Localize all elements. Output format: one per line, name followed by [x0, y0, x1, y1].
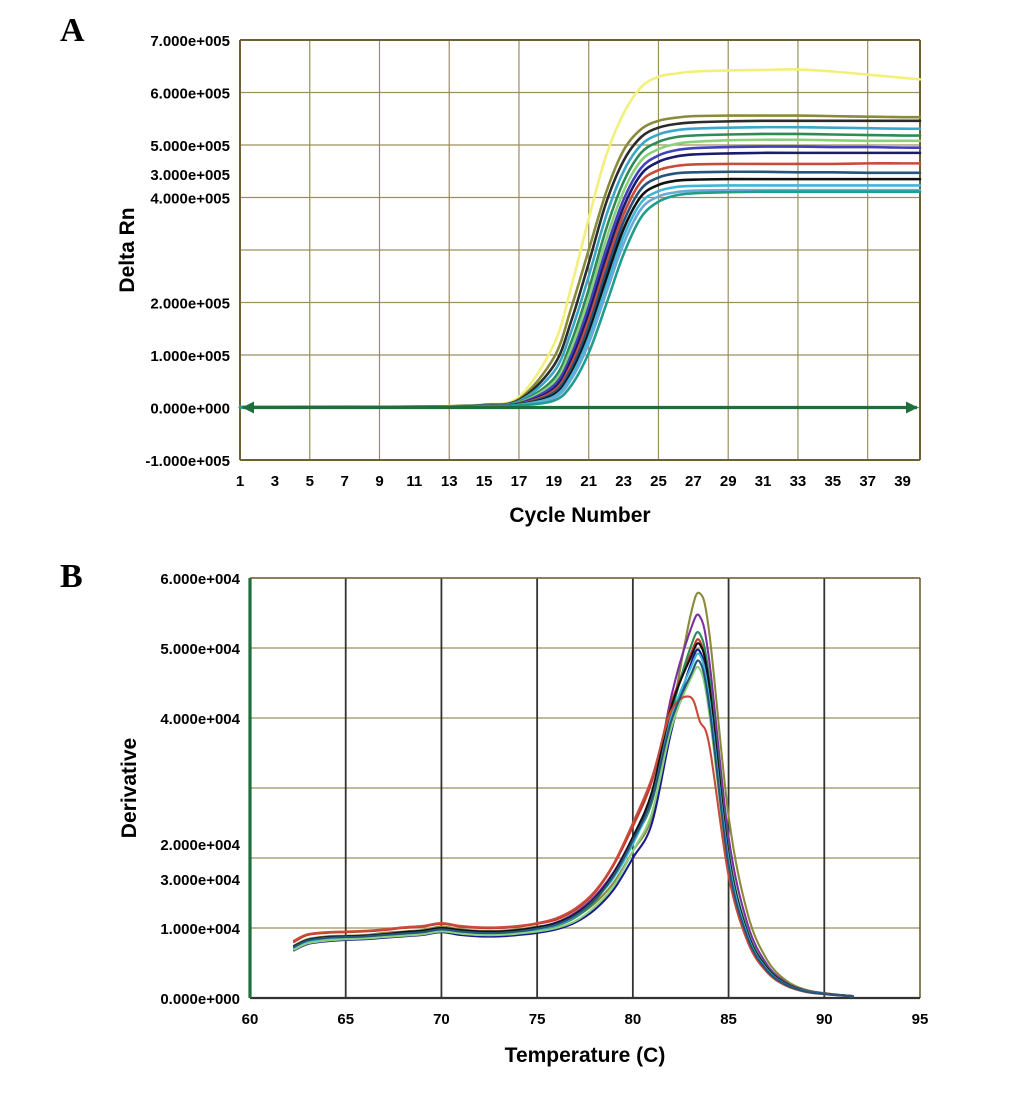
x-tick-label: 21: [580, 473, 598, 490]
melt-curve-svg: [90, 558, 950, 1088]
x-axis-title: Temperature (C): [504, 1044, 666, 1067]
y-tick-label: 6.000e+005: [150, 85, 230, 103]
chart-melt-curve: [90, 558, 950, 1088]
x-tick-label: 3: [270, 473, 280, 490]
x-tick-label: 70: [433, 1011, 450, 1028]
x-tick-label: 23: [615, 473, 632, 490]
y-tick-label: 6.000e+004: [160, 571, 240, 588]
y-axis-title: Delta Rn: [116, 207, 139, 293]
x-tick-label: 17: [510, 473, 528, 490]
x-tick-label: 29: [719, 473, 737, 490]
y-tick-label: 4.000e+005: [150, 190, 230, 208]
y-tick-label: 3.000e+004: [160, 872, 240, 889]
x-tick-label: 95: [911, 1011, 929, 1028]
amplification-plot-svg: [90, 20, 950, 540]
x-tick-label: 19: [545, 473, 563, 490]
x-tick-label: 75: [528, 1011, 546, 1028]
y-tick-label: 2.000e+005: [150, 295, 230, 313]
y-tick-label: 4.000e+004: [160, 711, 240, 728]
panel-a-letter: A: [60, 12, 85, 49]
x-axis-title: Cycle Number: [509, 504, 651, 527]
x-tick-label: 85: [720, 1011, 737, 1028]
x-tick-label: 15: [475, 473, 493, 490]
x-tick-label: 9: [375, 473, 384, 490]
x-tick-label: 5: [305, 473, 314, 490]
y-tick-label: 5.000e+004: [160, 641, 240, 658]
y-tick-label: 1.000e+004: [160, 921, 240, 938]
x-tick-label: 25: [650, 473, 667, 490]
y-tick-label: 7.000e+005: [150, 33, 230, 50]
chart-amplification-plot: [90, 20, 950, 540]
x-tick-label: 80: [624, 1011, 642, 1028]
panel-b: [0, 548, 1033, 1094]
x-tick-label: 7: [340, 473, 349, 490]
y-tick-label: 1.000e+005: [150, 348, 230, 365]
x-tick-label: 65: [337, 1011, 355, 1028]
x-tick-label: 27: [684, 473, 702, 490]
x-tick-label: 13: [440, 473, 458, 490]
x-tick-label: 33: [789, 473, 807, 490]
x-tick-label: 1: [235, 473, 245, 490]
x-tick-label: 39: [894, 473, 911, 490]
panel-b-letter: B: [60, 558, 83, 595]
x-tick-label: 11: [406, 473, 423, 490]
y-tick-label: -1.000e+005: [145, 453, 230, 470]
y-tick-label: 0.000e+000: [150, 400, 230, 418]
x-tick-label: 90: [815, 1011, 833, 1028]
x-tick-label: 31: [754, 473, 772, 490]
y-tick-label: 2.000e+004: [160, 837, 240, 854]
y-tick-label: 3.000e+005: [150, 166, 230, 184]
y-axis-title: Derivative: [118, 737, 141, 839]
x-tick-label: 37: [859, 473, 877, 490]
x-tick-label: 60: [241, 1011, 259, 1028]
y-tick-label: 0.000e+000: [160, 991, 240, 1008]
y-tick-label: 5.000e+005: [150, 138, 230, 155]
x-tick-label: 35: [824, 473, 842, 490]
